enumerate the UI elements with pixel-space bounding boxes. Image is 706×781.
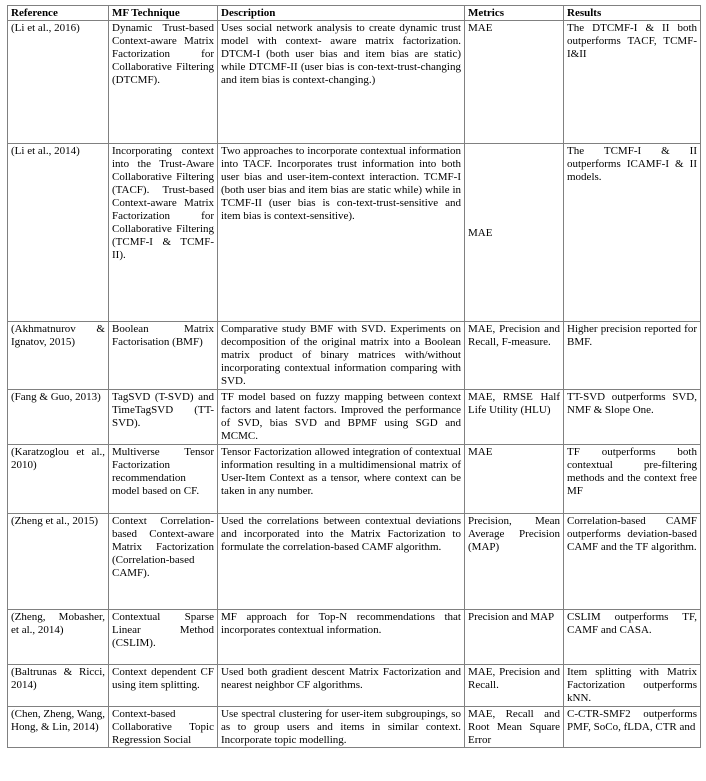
description-cell: Used both gradient descent Matrix Factorization and nearest neighbor CF algorithms.	[218, 665, 465, 707]
results-cell: The TCMF-I & II outperforms ICAMF-I & II models.	[564, 144, 701, 322]
reference-cell: (Baltrunas & Ricci, 2014)	[8, 665, 109, 707]
header-mf-technique: MF Technique	[109, 6, 218, 21]
results-cell: TF outperforms both contextual pre-filtering methods and the context free MF	[564, 445, 701, 514]
description-cell: MF approach for Top-N recommendations that incorporates contextual information.	[218, 610, 465, 665]
results-cell: The DTCMF-I & II both outperforms TACF, TCMF-I&II	[564, 21, 701, 144]
results-cell: C-CTR-SMF2 outperforms PMF, SoCo, fLDA, CTR and	[564, 707, 701, 748]
technique-cell: Contextual Sparse Linear Method (CSLIM).	[109, 610, 218, 665]
results-cell: Correlation-based CAMF outperforms deviation-based CAMF and the TF algorithm.	[564, 514, 701, 610]
results-cell: CSLIM outperforms TF, CAMF and CASA.	[564, 610, 701, 665]
technique-cell: Context dependent CF using item splitting.	[109, 665, 218, 707]
reference-cell: (Zheng et al., 2015)	[8, 514, 109, 610]
table-row	[8, 514, 701, 610]
technique-cell: Dynamic Trust-based Context-aware Matrix Factorization for Collaborative Filtering (DTCMF).	[109, 21, 218, 144]
technique-cell: Context-based Collaborative Topic Regression Social	[109, 707, 218, 748]
metrics-cell: MAE	[465, 445, 564, 514]
header-row	[8, 6, 701, 21]
reference-cell: (Zheng, Mobasher, et al., 2014)	[8, 610, 109, 665]
table-row	[8, 445, 701, 514]
header-description: Description	[218, 6, 465, 21]
description-cell: Tensor Factorization allowed integration of contextual information resulting in a multidimensional matrix of User-Item Context as a tensor, where context can be taken in any number.	[218, 445, 465, 514]
description-cell: Use spectral clustering for user-item subgroupings, so as to group users and items in similar context. Incorporate topic modelling.	[218, 707, 465, 748]
table-header	[8, 6, 701, 21]
metrics-cell: MAE, Precision and Recall, F-measure.	[465, 322, 564, 390]
reference-cell: (Li et al., 2014)	[8, 144, 109, 322]
reference-cell: (Chen, Zheng, Wang, Hong, & Lin, 2014)	[8, 707, 109, 748]
description-cell: Comparative study BMF with SVD. Experiments on decomposition of the original matrix into a Boolean matrix product of binary matrices with/without incorporating contextual information comparing with SVD.	[218, 322, 465, 390]
literature-table	[7, 5, 701, 748]
table-row	[8, 610, 701, 665]
table-row	[8, 144, 701, 322]
table-row	[8, 707, 701, 748]
technique-cell: TagSVD (T-SVD) and TimeTagSVD (TT-SVD).	[109, 390, 218, 445]
technique-cell: Boolean Matrix Factorisation (BMF)	[109, 322, 218, 390]
table-row	[8, 665, 701, 707]
table-row	[8, 322, 701, 390]
results-cell: Item splitting with Matrix Factorization outperforms kNN.	[564, 665, 701, 707]
technique-cell: Multiverse Tensor Factorization recommendation model based on CF.	[109, 445, 218, 514]
header-reference: Reference	[8, 6, 109, 21]
table-row	[8, 390, 701, 445]
results-cell: Higher precision reported for BMF.	[564, 322, 701, 390]
technique-cell: Context Correlation-based Context-aware Matrix Factorization (Correlation-based CAMF).	[109, 514, 218, 610]
description-cell: Two approaches to incorporate contextual information into TACF. Incorporates trust information into both user bias and user-item-context interaction. TCMF-I (both user bias and item bias are static while) while in TCMF-II (user bias is con-text-trust-sensitive and item bias is context-sensitive).	[218, 144, 465, 322]
metrics-cell: MAE, RMSE Half Life Utility (HLU)	[465, 390, 564, 445]
header-metrics: Metrics	[465, 6, 564, 21]
reference-cell: (Akhmatnurov & Ignatov, 2015)	[8, 322, 109, 390]
metrics-cell: MAE	[465, 144, 564, 322]
metrics-cell: MAE, Recall and Root Mean Square Error	[465, 707, 564, 748]
technique-cell: Incorporating context into the Trust-Aware Collaborative Filtering (TACF). Trust-based Context-aware Matrix Factorization for Collaborative Filtering (TCMF-I & TCMF-II).	[109, 144, 218, 322]
results-cell: TT-SVD outperforms SVD, NMF & Slope One.	[564, 390, 701, 445]
metrics-cell: Precision, Mean Average Precision (MAP)	[465, 514, 564, 610]
table-body	[8, 21, 701, 748]
metrics-cell: MAE	[465, 21, 564, 144]
reference-cell: (Karatzoglou et al., 2010)	[8, 445, 109, 514]
metrics-cell: MAE, Precision and Recall.	[465, 665, 564, 707]
description-cell: Used the correlations between contextual deviations and incorporated into the Matrix Factorization to formulate the correlation-based CAMF algorithm.	[218, 514, 465, 610]
header-results: Results	[564, 6, 701, 21]
reference-cell: (Li et al., 2016)	[8, 21, 109, 144]
description-cell: TF model based on fuzzy mapping between context factors and latent factors. Improved the performance of SVD, bias SVD and BPMF using SGD and MCMC.	[218, 390, 465, 445]
reference-cell: (Fang & Guo, 2013)	[8, 390, 109, 445]
table-row	[8, 21, 701, 144]
metrics-cell: Precision and MAP	[465, 610, 564, 665]
description-cell: Uses social network analysis to create dynamic trust model with context- aware matrix factorization. DTCM-I (both user bias and item bias are static) while DTCMF-II (user bias is con-text-trust-changing and item bias is context-changing.)	[218, 21, 465, 144]
